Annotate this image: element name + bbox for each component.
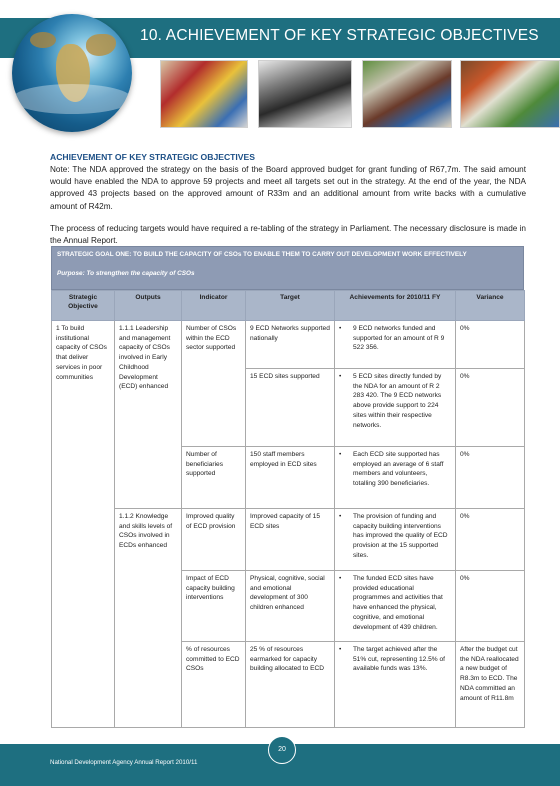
column-header: Variance (456, 291, 525, 321)
achievement-text: Each ECD site supported has employed an average of 6 staff members and volunteers, totalling 390 beneficiaries. (353, 451, 444, 488)
note-paragraph: Note: The NDA approved the strategy on the basis of the Board approved budget for grant funding of R67,7m. The said amount would have enabled the NDA to approve 59 projects and meet all targets set out in the strategy. At the end of the year, the NDA approved 43 projects based on the approved amount of R33m and an additional amount from write backs with a cumulative amount of R42m. (50, 165, 526, 211)
achievements-table (51, 290, 525, 728)
achievement-cell (335, 369, 456, 447)
bullet-glyph: • (339, 513, 342, 520)
goal-purpose: Purpose: To strengthen the capacity of CSOs (57, 270, 195, 277)
indicator-cell: Number of CSOs within the ECD sector supported (182, 321, 246, 447)
column-header: Outputs (115, 291, 182, 321)
variance-cell: 0% (456, 369, 525, 447)
variance-cell: 0% (456, 447, 525, 509)
achievement-cell (335, 571, 456, 642)
achievement-text: The target achieved after the 51% cut, representing 12.5% of available funds was 13%. (353, 646, 446, 673)
bullet-glyph: • (339, 325, 342, 332)
target-cell: 9 ECD Networks supported nationally (246, 321, 335, 369)
column-header: Strategic Objective (52, 291, 115, 321)
page-header (0, 0, 560, 138)
achievement-text: The provision of funding and capacity building interventions has improved the quality of ECD provision at the 15 supported sites. (353, 513, 448, 559)
variance-cell: 0% (456, 571, 525, 642)
intro-section (50, 152, 526, 247)
process-paragraph: The process of reducing targets would have required a re-tabling of the strategy in Parliament. The necessary disclosure is made in the Annual Report. (50, 223, 526, 246)
target-cell: Improved capacity of 15 ECD sites (246, 509, 335, 571)
bullet-glyph: • (339, 575, 342, 582)
page-footer (0, 744, 560, 786)
page-number: 20 (278, 746, 286, 753)
output-cell: 1.1.1 Leadership and management capacity of CSOs involved in Early Childhood Development (ECD) enhanced (115, 321, 182, 509)
target-cell: Physical, cognitive, social and emotional development of 300 children enhanced (246, 571, 335, 642)
achievement-text: 9 ECD networks funded and supported for an amount of R 9 522 356. (353, 325, 445, 352)
goal-title: STRATEGIC GOAL ONE: TO BUILD THE CAPACITY OF CSOs TO ENABLE THEM TO CARRY OUT DEVELOPMENT WORK EFFECTIVELY (57, 251, 467, 258)
photo-microscope-work (258, 60, 352, 128)
photo-potted-plants (460, 60, 560, 128)
target-cell: 25 % of resources earmarked for capacity building allocated to ECD (246, 642, 335, 728)
achievement-cell (335, 642, 456, 728)
section-heading: ACHIEVEMENT OF KEY STRATEGIC OBJECTIVES (50, 152, 256, 162)
target-cell: 15 ECD sites supported (246, 369, 335, 447)
strategic-goal-table (51, 246, 524, 728)
column-header: Target (246, 291, 335, 321)
output-cell: 1.1.2 Knowledge and skills levels of CSOs involved in ECDs enhanced (115, 509, 182, 728)
variance-cell: 0% (456, 509, 525, 571)
achievement-text: The funded ECD sites have provided educational programmes and activities that have enhanced the physical, cognitive, and emotional development of 439 children. (353, 575, 443, 631)
achievement-cell (335, 509, 456, 571)
photo-children-playing (160, 60, 248, 128)
table-row (52, 321, 525, 369)
bullet-glyph: • (339, 451, 342, 458)
variance-cell: 0% (456, 321, 525, 369)
column-header: Achievements for 2010/11 FY (335, 291, 456, 321)
table-header-row (52, 291, 525, 321)
globe-image (12, 14, 132, 132)
achievement-cell (335, 447, 456, 509)
goal-banner (51, 246, 524, 290)
indicator-cell: Improved quality of ECD provision (182, 509, 246, 571)
indicator-cell: % of resources committed to ECD CSOs (182, 642, 246, 728)
indicator-cell: Impact of ECD capacity building interventions (182, 571, 246, 642)
page-title: 10. ACHIEVEMENT OF KEY STRATEGIC OBJECTIVES (140, 27, 539, 44)
target-cell: 150 staff members employed in ECD sites (246, 447, 335, 509)
photo-man-at-machine (362, 60, 452, 128)
achievement-cell (335, 321, 456, 369)
footer-report-title: National Development Agency Annual Report 2010/11 (50, 759, 198, 766)
indicator-cell: Number of beneficiaries supported (182, 447, 246, 509)
variance-cell: After the budget cut the NDA reallocated a new budget of R8.3m to ECD. The NDA committed an amount of R11.8m (456, 642, 525, 728)
table-row (52, 509, 525, 571)
bullet-glyph: • (339, 373, 342, 380)
bullet-glyph: • (339, 646, 342, 653)
achievement-text: 5 ECD sites directly funded by the NDA for an amount of R 2 283 420. The 9 ECD networks above provide support to 224 sites within their respective networks. (353, 373, 442, 429)
strategic-objective-cell: 1 To build institutional capacity of CSOs that deliver services in poor communities (52, 321, 115, 728)
column-header: Indicator (182, 291, 246, 321)
page-number-badge (268, 736, 296, 764)
